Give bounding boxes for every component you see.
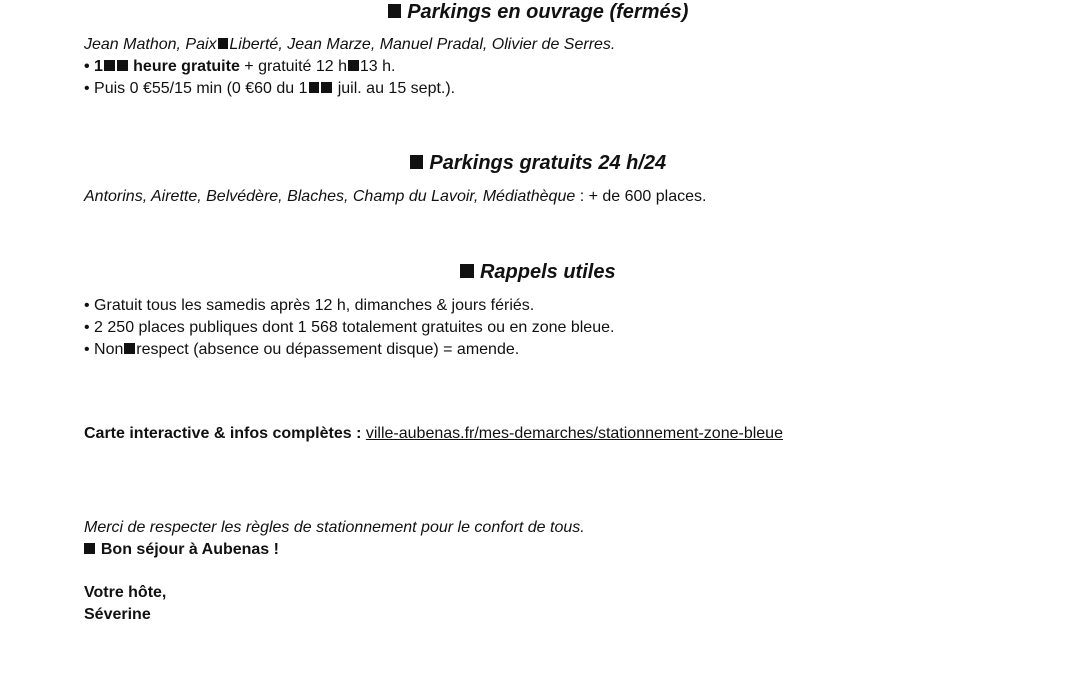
square-glyph-icon: [321, 82, 332, 93]
rappels-bullet-1: • Gratuit tous les samedis après 12 h, dimanches & jours fériés.: [84, 297, 535, 314]
square-bullet-icon: [460, 264, 474, 278]
merci-line: Merci de respecter les règles de stationnement pour le confort de tous.: [84, 519, 585, 536]
signature-line: Séverine: [84, 606, 151, 623]
heading-text: Parkings en ouvrage (fermés): [407, 1, 689, 23]
bullet1-part-c: + gratuité 12 h: [239, 58, 348, 75]
carte-line: [84, 423, 783, 445]
square-bullet-icon: [388, 4, 402, 18]
gratuits-names-line: [84, 186, 706, 208]
heading-text: Parkings gratuits 24 h/24: [429, 152, 667, 174]
gratuits-suffix: : + de 600 places.: [575, 188, 707, 205]
square-bullet-icon: [84, 543, 95, 554]
carte-label: Carte interactive & infos complètes :: [84, 425, 366, 442]
bon-sejour-line: [84, 539, 279, 561]
bullet1-part-b: heure gratuite: [128, 58, 240, 75]
square-glyph-icon: [348, 60, 359, 71]
ouvrage-bullet-1: [84, 56, 396, 78]
bullet1-part-d: 13 h.: [359, 58, 396, 75]
votre-hote-line: Votre hôte,: [84, 584, 167, 601]
bullet2-part-b: juil. au 15 sept.).: [333, 80, 456, 97]
bullet1-part-a: • 1: [84, 58, 103, 75]
bullet2-part-a: • Puis 0 €55/15 min (0 €60 du 1: [84, 80, 308, 97]
heading-parkings-gratuits: [0, 151, 1076, 175]
bullet3-part-b: respect (absence ou dépassement disque) = amende.: [136, 341, 520, 358]
square-glyph-icon: [104, 60, 115, 71]
square-glyph-icon: [117, 60, 128, 71]
bullet3-part-a: • Non: [84, 341, 124, 358]
square-glyph-icon: [309, 82, 320, 93]
heading-text: Rappels utiles: [479, 261, 616, 283]
carte-link[interactable]: ville-aubenas.fr/mes-demarches/stationnement-zone-bleue: [365, 425, 783, 442]
ouvrage-names-line: [84, 34, 615, 56]
heading-parkings-ouvrage: [0, 0, 1076, 24]
rappels-bullet-2: • 2 250 places publiques dont 1 568 totalement gratuites ou en zone bleue.: [84, 319, 615, 336]
names-part-b: Liberté, Jean Marze, Manuel Pradal, Olivier de Serres.: [229, 36, 616, 53]
rappels-bullet-3: [84, 339, 519, 361]
heading-rappels-utiles: [0, 260, 1076, 284]
bon-sejour-text: Bon séjour à Aubenas !: [100, 541, 279, 558]
square-glyph-icon: [124, 343, 135, 354]
names-part-a: Jean Mathon, Paix: [84, 36, 217, 53]
square-glyph-icon: [218, 38, 229, 49]
square-bullet-icon: [410, 155, 424, 169]
gratuits-names: Antorins, Airette, Belvédère, Blaches, Champ du Lavoir, Médiathèque: [84, 188, 576, 205]
ouvrage-bullet-2: [84, 78, 455, 100]
